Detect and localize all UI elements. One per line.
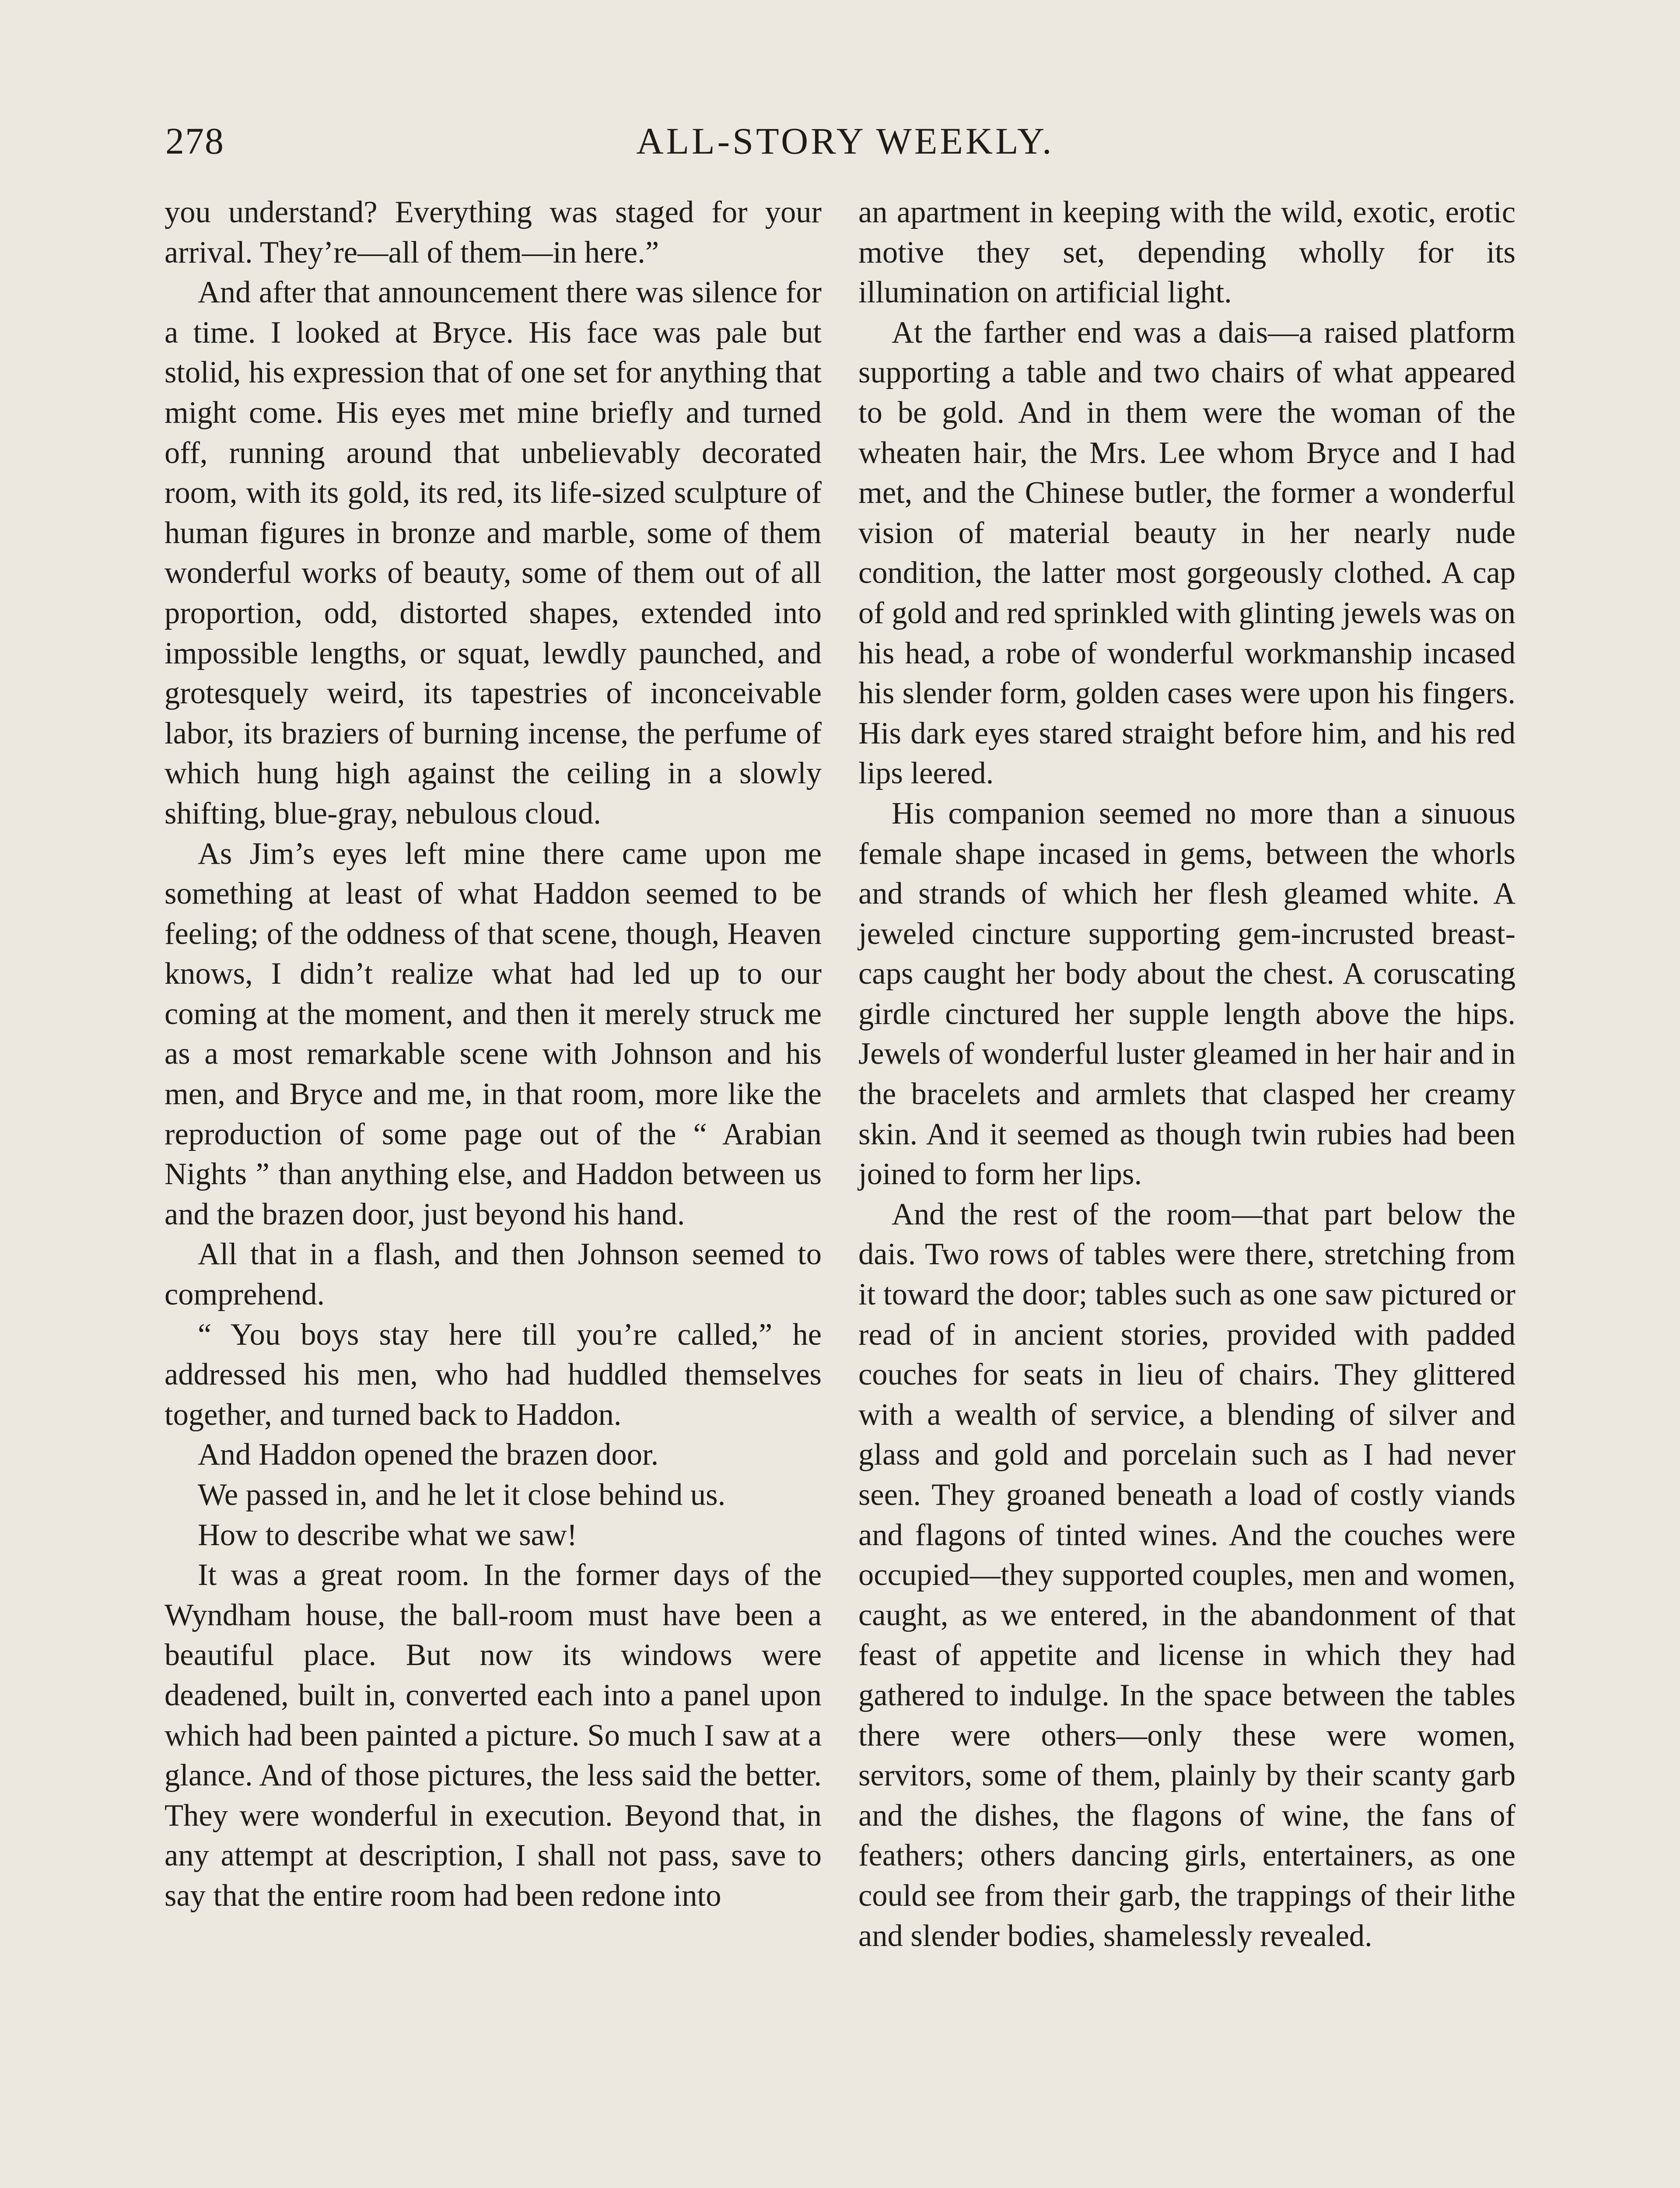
page-number: 278 — [165, 120, 224, 162]
paragraph: And the rest of the room—that part below the dais. Two rows of tables were there, stretching from it toward the door; tables such as one saw pictured or read of in ancient stories, provided with padded couches for seats in lieu of chairs. They glittered with a wealth of service, a blending of silver and glass and gold and porcelain such as I had never seen. They groaned beneath a load of costly viands and flagons of tinted wines. And the couches were occupied—they supported couples, men and women, caught, as we entered, in the abandonment of that feast of appetite and license in which they had gathered to indulge. In the space between the tables there were others—only these were women, servitors, some of them, plainly by their scanty garb and the dishes, the flagons of wine, the fans of feathers; others dancing girls, entertainers, as one could see from their garb, the trappings of their lithe and slender bodies, shamelessly revealed. — [858, 1197, 1516, 1953]
paragraph: As Jim’s eyes left mine there came upon me something at least of what Haddon seemed to be feeling; of the oddness of that scene, though, Heaven knows, I didn’t realize what had led up to our coming at the moment, and then it merely struck me as a most remarkable scene with Johnson and his men, and Bryce and me, in that room, more like the reproduction of some page out of the “ Arabian Nights ” than anything else, and Haddon between us and the brazen door, just beyond his hand. — [164, 836, 822, 1231]
running-title: ALL-STORY WEEKLY. — [636, 120, 1054, 162]
paragraph: “ You boys stay here till you’re called,” he addressed his men, who had huddled themselves together, and turned back to Haddon. — [164, 1317, 822, 1432]
paragraph: We passed in, and he let it close behind us. — [198, 1478, 726, 1512]
paragraph: At the farther end was a dais—a raised platform supporting a table and two chairs of what appeared to be gold. And in them were the woman of the wheaten hair, the Mrs. Lee whom Bryce and I had met, and the Chinese butler, the former a wonderful vision of material beauty in her nearly nude condition, the latter most gorgeously clothed. A cap of gold and red sprinkled with glinting jewels was on his head, a robe of wonderful workmanship incased his slender form, golden cases were upon his fingers. His dark eyes stared straight before him, and his red lips leered. — [858, 315, 1516, 791]
right-column — [858, 193, 1516, 1956]
paragraph: you understand? Everything was staged for your arrival. They’re—all of them—in here.” — [164, 195, 822, 270]
page-header — [165, 115, 1525, 167]
left-column — [164, 193, 822, 1916]
paragraph: And after that announcement there was silence for a time. I looked at Bryce. His face was pale but stolid, his expression that of one set for anything that might come. His eyes met mine briefly and turned off, running around that unbelievably decorated room, with its gold, its red, its life-sized sculpture of human figures in bronze and marble, some of them wonderful works of beauty, some of them out of all proportion, odd, distorted shapes, extended into impossible lengths, or squat, lewdly paunched, and grotesquely weird, its tapestries of inconceivable labor, its braziers of burning incense, the perfume of which hung high against the ceiling in a slowly shifting, blue-gray, nebulous cloud. — [164, 275, 822, 831]
paragraph: an apartment in keeping with the wild, exotic, erotic motive they set, depending wholly for its illumination on artificial light. — [858, 195, 1516, 310]
paragraph: And Haddon opened the brazen door. — [198, 1438, 659, 1472]
paragraph: How to describe what we saw! — [198, 1518, 578, 1552]
paragraph: All that in a flash, and then Johnson seemed to comprehend. — [164, 1237, 822, 1312]
paragraph: His companion seemed no more than a sinuous female shape incased in gems, between the whorls and strands of which her flesh gleamed white. A jeweled cincture supporting gem-incrusted breast-caps caught her body about the chest. A coruscating girdle cinctured her supple length above the hips. Jewels of wonderful luster gleamed in her hair and in the bracelets and armlets that clasped her creamy skin. And it seemed as though twin rubies had been joined to form her lips. — [858, 796, 1516, 1192]
paragraph: It was a great room. In the former days of the Wyndham house, the ball-room must have been a beautiful place. But now its windows were deadened, built in, converted each into a panel upon which had been painted a picture. So much I saw at a glance. And of those pictures, the less said the better. They were wonderful in execution. Beyond that, in any attempt at description, I shall not pass, save to say that the entire room had been redone into — [164, 1558, 822, 1913]
